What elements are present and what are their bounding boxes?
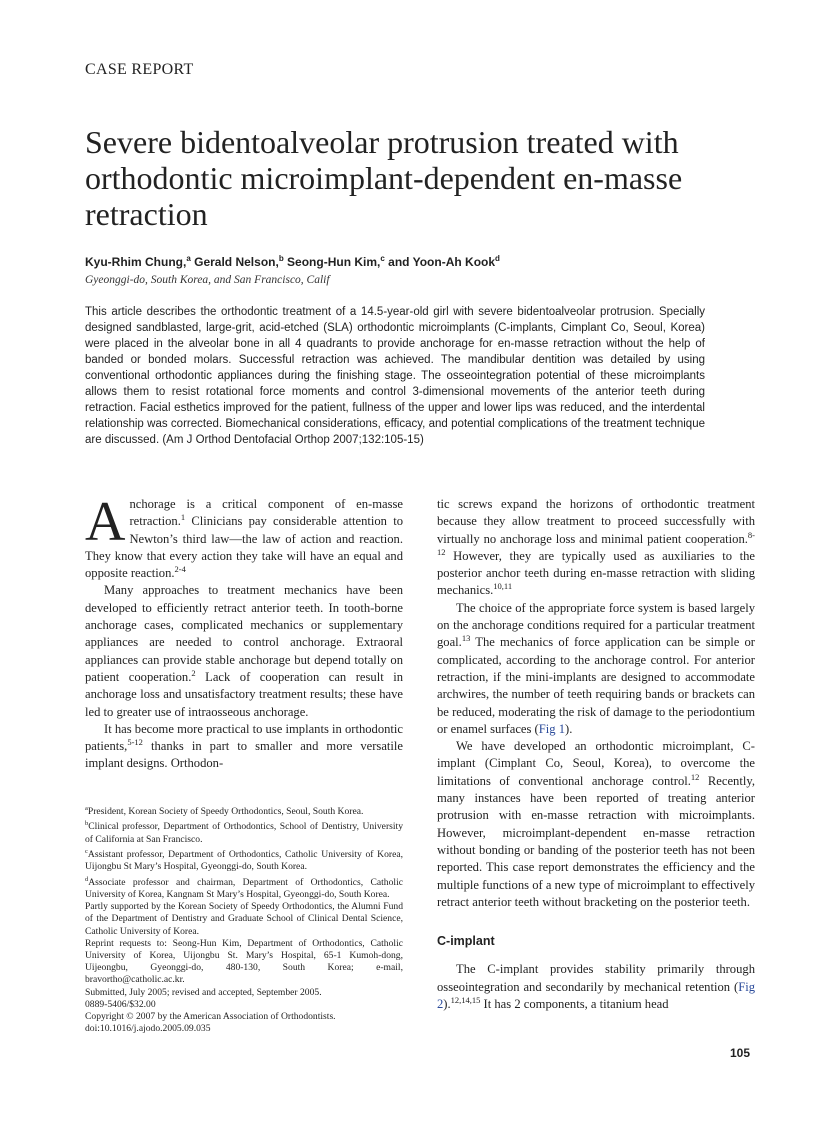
page-number: 105 xyxy=(730,1046,751,1060)
footnote: $^d$Associate professor and chairman, Department of Orthodontics, Catholic University of Korea, Kangnam St Mary’s Hospital, Gyeonggi-do, South Korea. xyxy=(85,875,403,900)
citation-ref: 5-12 xyxy=(127,736,143,747)
footnote-mark: a xyxy=(85,805,88,812)
drop-cap: A xyxy=(85,491,126,553)
author-name: Gerald Nelson, xyxy=(190,255,279,269)
footnote-mark: d xyxy=(85,875,89,883)
citation-ref: 12,14,15 xyxy=(450,994,481,1005)
figure-link[interactable]: Fig 2 xyxy=(437,979,755,1012)
citation-ref: 8-12 xyxy=(437,529,755,557)
paragraph: We have developed an orthodontic microimplant, C-implant (Cimplant Co, Seoul, Korea), to overcome the limitations of conventional anchorage control.$^{12}$ Recently, many instances have been reported of treating anterior protrusion with en-masse retraction with microimplants. However, microimplant-dependent en-masse retraction without bonding or banding of the posterior teeth has not been reported. This case report demonstrates the efficiency and the multiple functions of a new type of microimplant to effectively retract anterior teeth without bracketing on the posterior teeth. xyxy=(437,739,755,909)
citation-ref: 2 xyxy=(191,667,196,678)
footnote: doi:10.1016/j.ajodo.2005.09.035 xyxy=(85,1023,211,1035)
author-name: and Yoon-Ah Kook xyxy=(384,255,496,269)
author-affiliation-mark: d xyxy=(495,254,500,263)
footnote-mark: c xyxy=(85,847,88,855)
footnote: Partly supported by the Korean Society of Speedy Orthodontics, the Alumni Fund of the Department of Dentistry and Graduate School of Clinical Dental Science, Catholic University of Korea. xyxy=(85,901,403,937)
paragraph: The C-implant provides stability primarily through osseointegration and secondarily by mechanical retention (Fig 2).$^{12,14,15}$ It has 2 components, a titanium head xyxy=(437,962,755,1012)
body-column-left xyxy=(85,491,404,773)
paragraph: The choice of the appropriate force system is based largely on the anchorage conditions required for a particular treatment goal.$^{13}$ The mechanics of force application can be simple or complicated, according to the anchorage control. For anterior retraction, if the mini-implants are designed to accommodate archwires, the number of teeth requiring bands or brackets can be reduced, moderating the risk of damage to the periodontium or enamel surfaces (Fig 1). xyxy=(437,600,755,736)
footnote: 0889-5406/$32.00 xyxy=(85,998,156,1010)
section-label: CASE REPORT xyxy=(85,61,194,78)
citation-ref: 13 xyxy=(461,633,471,644)
paragraph-intro: Anchorage is a critical component of en-masse retraction.$^1$ Clinicians pay considerable attention to Newton’s third law—the law of action and reaction. They know that every action they take will have an equal and opposite reaction.$^{2-4}$ xyxy=(85,491,403,581)
citation-ref: 2-4 xyxy=(174,564,186,574)
author-affiliation-mark: b xyxy=(278,254,284,263)
footnote: $^c$Assistant professor, Department of Orthodontics, Catholic University of Korea, Uijongbu St Mary’s Hospital, Gyeonggi-do, South Korea. xyxy=(85,847,403,873)
paragraph: It has become more practical to use implants in orthodontic patients,$^{5-12}$ thanks in part to smaller and more versatile implant designs. Orthodon- xyxy=(85,721,404,771)
author-list xyxy=(85,254,500,269)
author-affiliation-mark: c xyxy=(380,254,385,263)
footnote: Copyright © 2007 by the American Association of Orthodontists. xyxy=(85,1011,336,1022)
affiliation: Gyeonggi-do, South Korea, and San Francisco, Calif xyxy=(85,274,330,286)
paragraph: Many approaches to treatment mechanics have been developed to efficiently retract anterior teeth. In tooth-borne anchorage cases, complicated mechanics or supplementary appliances are needed to control anchorage. Extraoral appliances can provide stable anchorage but depend totally on patient cooperation.$^2$ Lack of cooperation can result in anchorage loss and unsatisfactory treatment results; these have led to greater use of intraosseous anchorage. xyxy=(85,583,404,719)
footnote: Reprint requests to: Seong-Hun Kim, Department of Orthodontics, Catholic University of Korea, Uijongbu St. Mary’s Hospital, 65-1 Kumoh-dong, Uijeongbu, Gyeonggi-do, 480-130, South Korea; e-mail, bravortho@catholic.ac.kr. xyxy=(85,937,403,986)
footnote: Submitted, July 2005; revised and accepted, September 2005. xyxy=(85,986,322,998)
citation-ref: 1 xyxy=(180,512,186,523)
footnote: $^b$Clinical professor, Department of Orthodontics, School of Dentistry, University of California at San Francisco. xyxy=(85,820,403,845)
citation-ref: 10,11 xyxy=(493,581,513,592)
author-name: Kyu-Rhim Chung, xyxy=(85,255,187,269)
footnote: $^a$President, Korean Society of Speedy Orthodontics, Seoul, South Korea. xyxy=(85,805,364,818)
citation-ref: 12 xyxy=(690,771,700,782)
article-title: Severe bidentoalveolar protrusion treated with orthodontic microimplant-dependent en-masse retraction xyxy=(85,124,683,232)
body-column-right xyxy=(437,496,755,1013)
section-heading: C-implant xyxy=(437,934,495,949)
paragraph: tic screws expand the horizons of orthodontic treatment because they allow treatment to proceed successfully with virtually no anchorage loss and minimal patient cooperation.$^{8-12}$ However, they are typically used as auxiliaries to the posterior anchor teeth during en-masse retraction with sliding mechanics.$^{10,11}$ xyxy=(437,497,755,598)
footnotes xyxy=(85,803,403,1035)
footnote-mark: b xyxy=(85,820,89,828)
abstract: This article describes the orthodontic treatment of a 14.5-year-old girl with severe bidentoalveolar protrusion. Specially designed sandblasted, large-grit, acid-etched (SLA) orthodontic microimplants (C-implants, Cimplant Co, Seoul, Korea) were placed in the alveolar bone in all 4 quadrants to provide anchorage for en-masse retraction without the help of banded or bonded molars. Successful retraction was achieved. The mandibular dentition was detailed by using conventional orthodontic appliances during the finishing stage. The osseointegration potential of these microimplants allows them to resist rotational force moments and control 3-dimensional movements of the anterior teeth during retraction. Facial esthetics improved for the patient, fullness of the upper and lower lips was reduced, and the interdental relationship was corrected. Biomechanical considerations, efficacy, and potential complications of the treatment technique are discussed. (Am J Orthod Dentofacial Orthop 2007;132:105-15) xyxy=(85,306,705,446)
figure-link[interactable]: Fig 1 xyxy=(538,721,565,736)
author-affiliation-mark: a xyxy=(186,254,191,263)
author-name: Seong-Hun Kim, xyxy=(283,255,381,269)
